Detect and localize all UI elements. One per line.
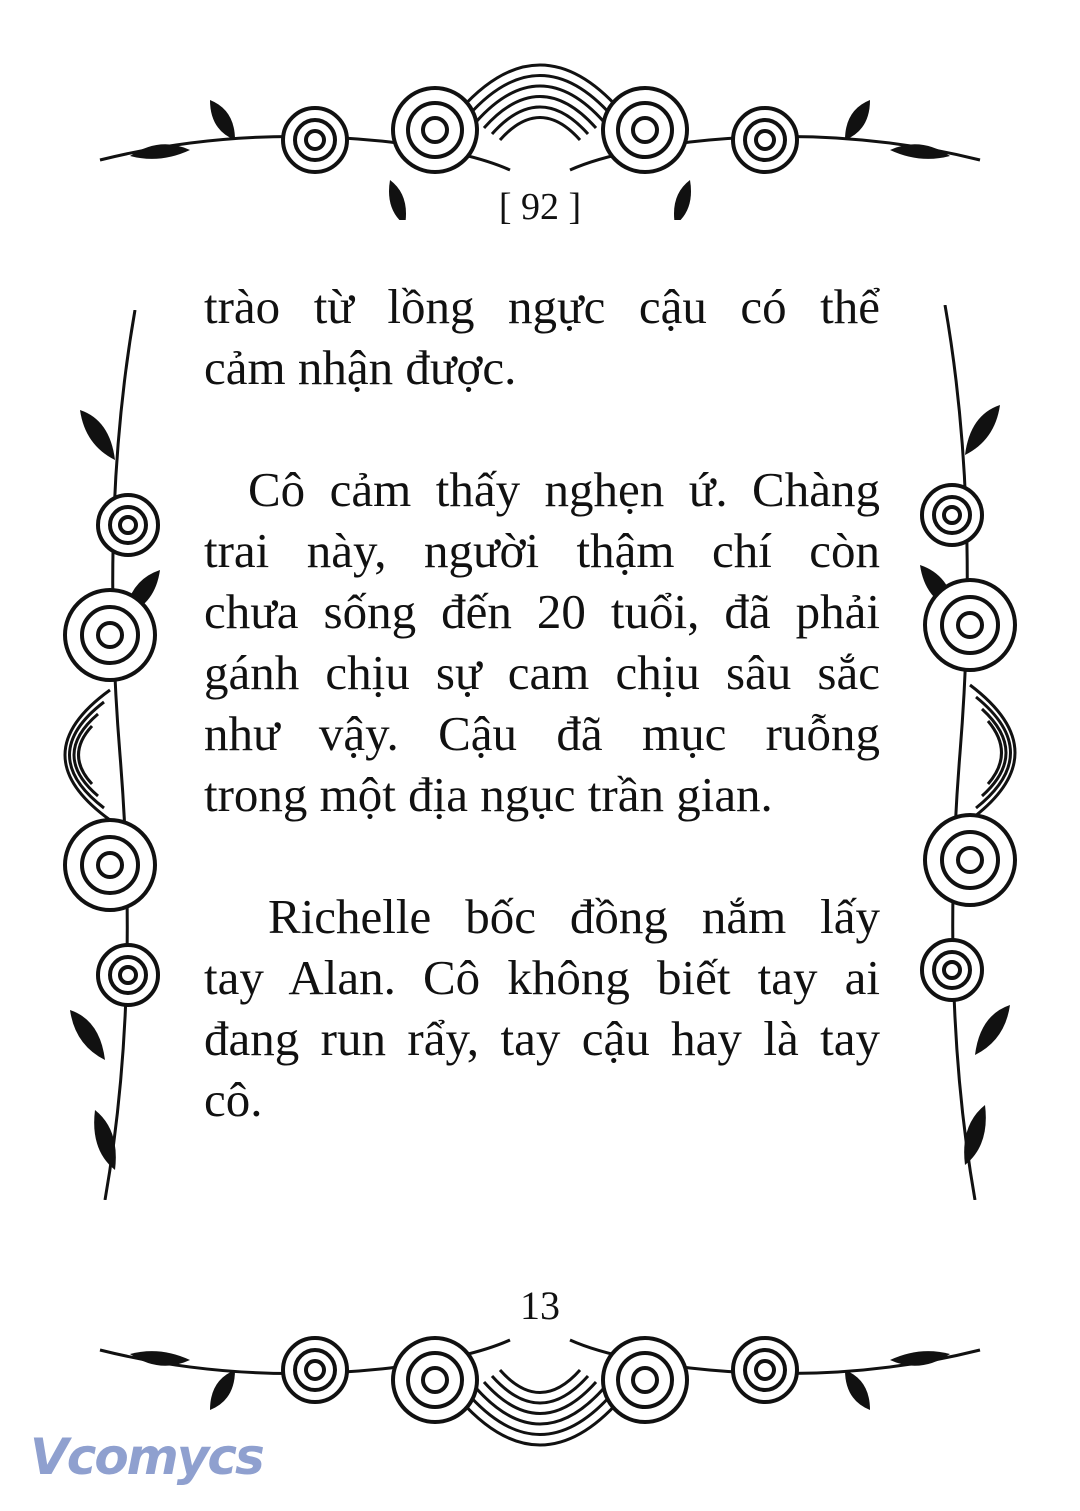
right-rose-vine [895, 305, 1070, 1200]
text-line: trào từ lồng ngực cậu có thể [204, 279, 880, 334]
text-line: Cô cảm thấy nghẹn ứ. Chàng [248, 462, 880, 517]
text-line: tay Alan. Cô không biết tay ai [204, 950, 880, 1005]
page-number: 13 [520, 1283, 560, 1328]
text-line: đang run rẩy, tay cậu hay là tay [204, 1011, 880, 1066]
text-line: gánh chịu sự cam chịu sâu sắc [204, 645, 880, 700]
body-text [204, 276, 880, 1130]
paragraph [204, 459, 880, 825]
text-line: như vậy. Cậu đã mục ruỗng [204, 706, 880, 761]
paragraph [204, 276, 880, 398]
chapter-marker: [ 92 ] [498, 186, 582, 228]
text-line: cảm nhận được. [204, 340, 517, 395]
text-line: trai này, người thậm chí còn [204, 523, 880, 578]
left-rose-vine [10, 310, 185, 1200]
paragraph [204, 886, 880, 1130]
text-line: Richelle bốc đồng nắm lấy [268, 889, 880, 944]
watermark-logo: Vcomycs [30, 1428, 263, 1486]
text-line: cô. [204, 1072, 263, 1127]
text-line: trong một địa ngục trần gian. [204, 767, 773, 822]
text-line: chưa sống đến 20 tuổi, đã phải [204, 584, 880, 639]
